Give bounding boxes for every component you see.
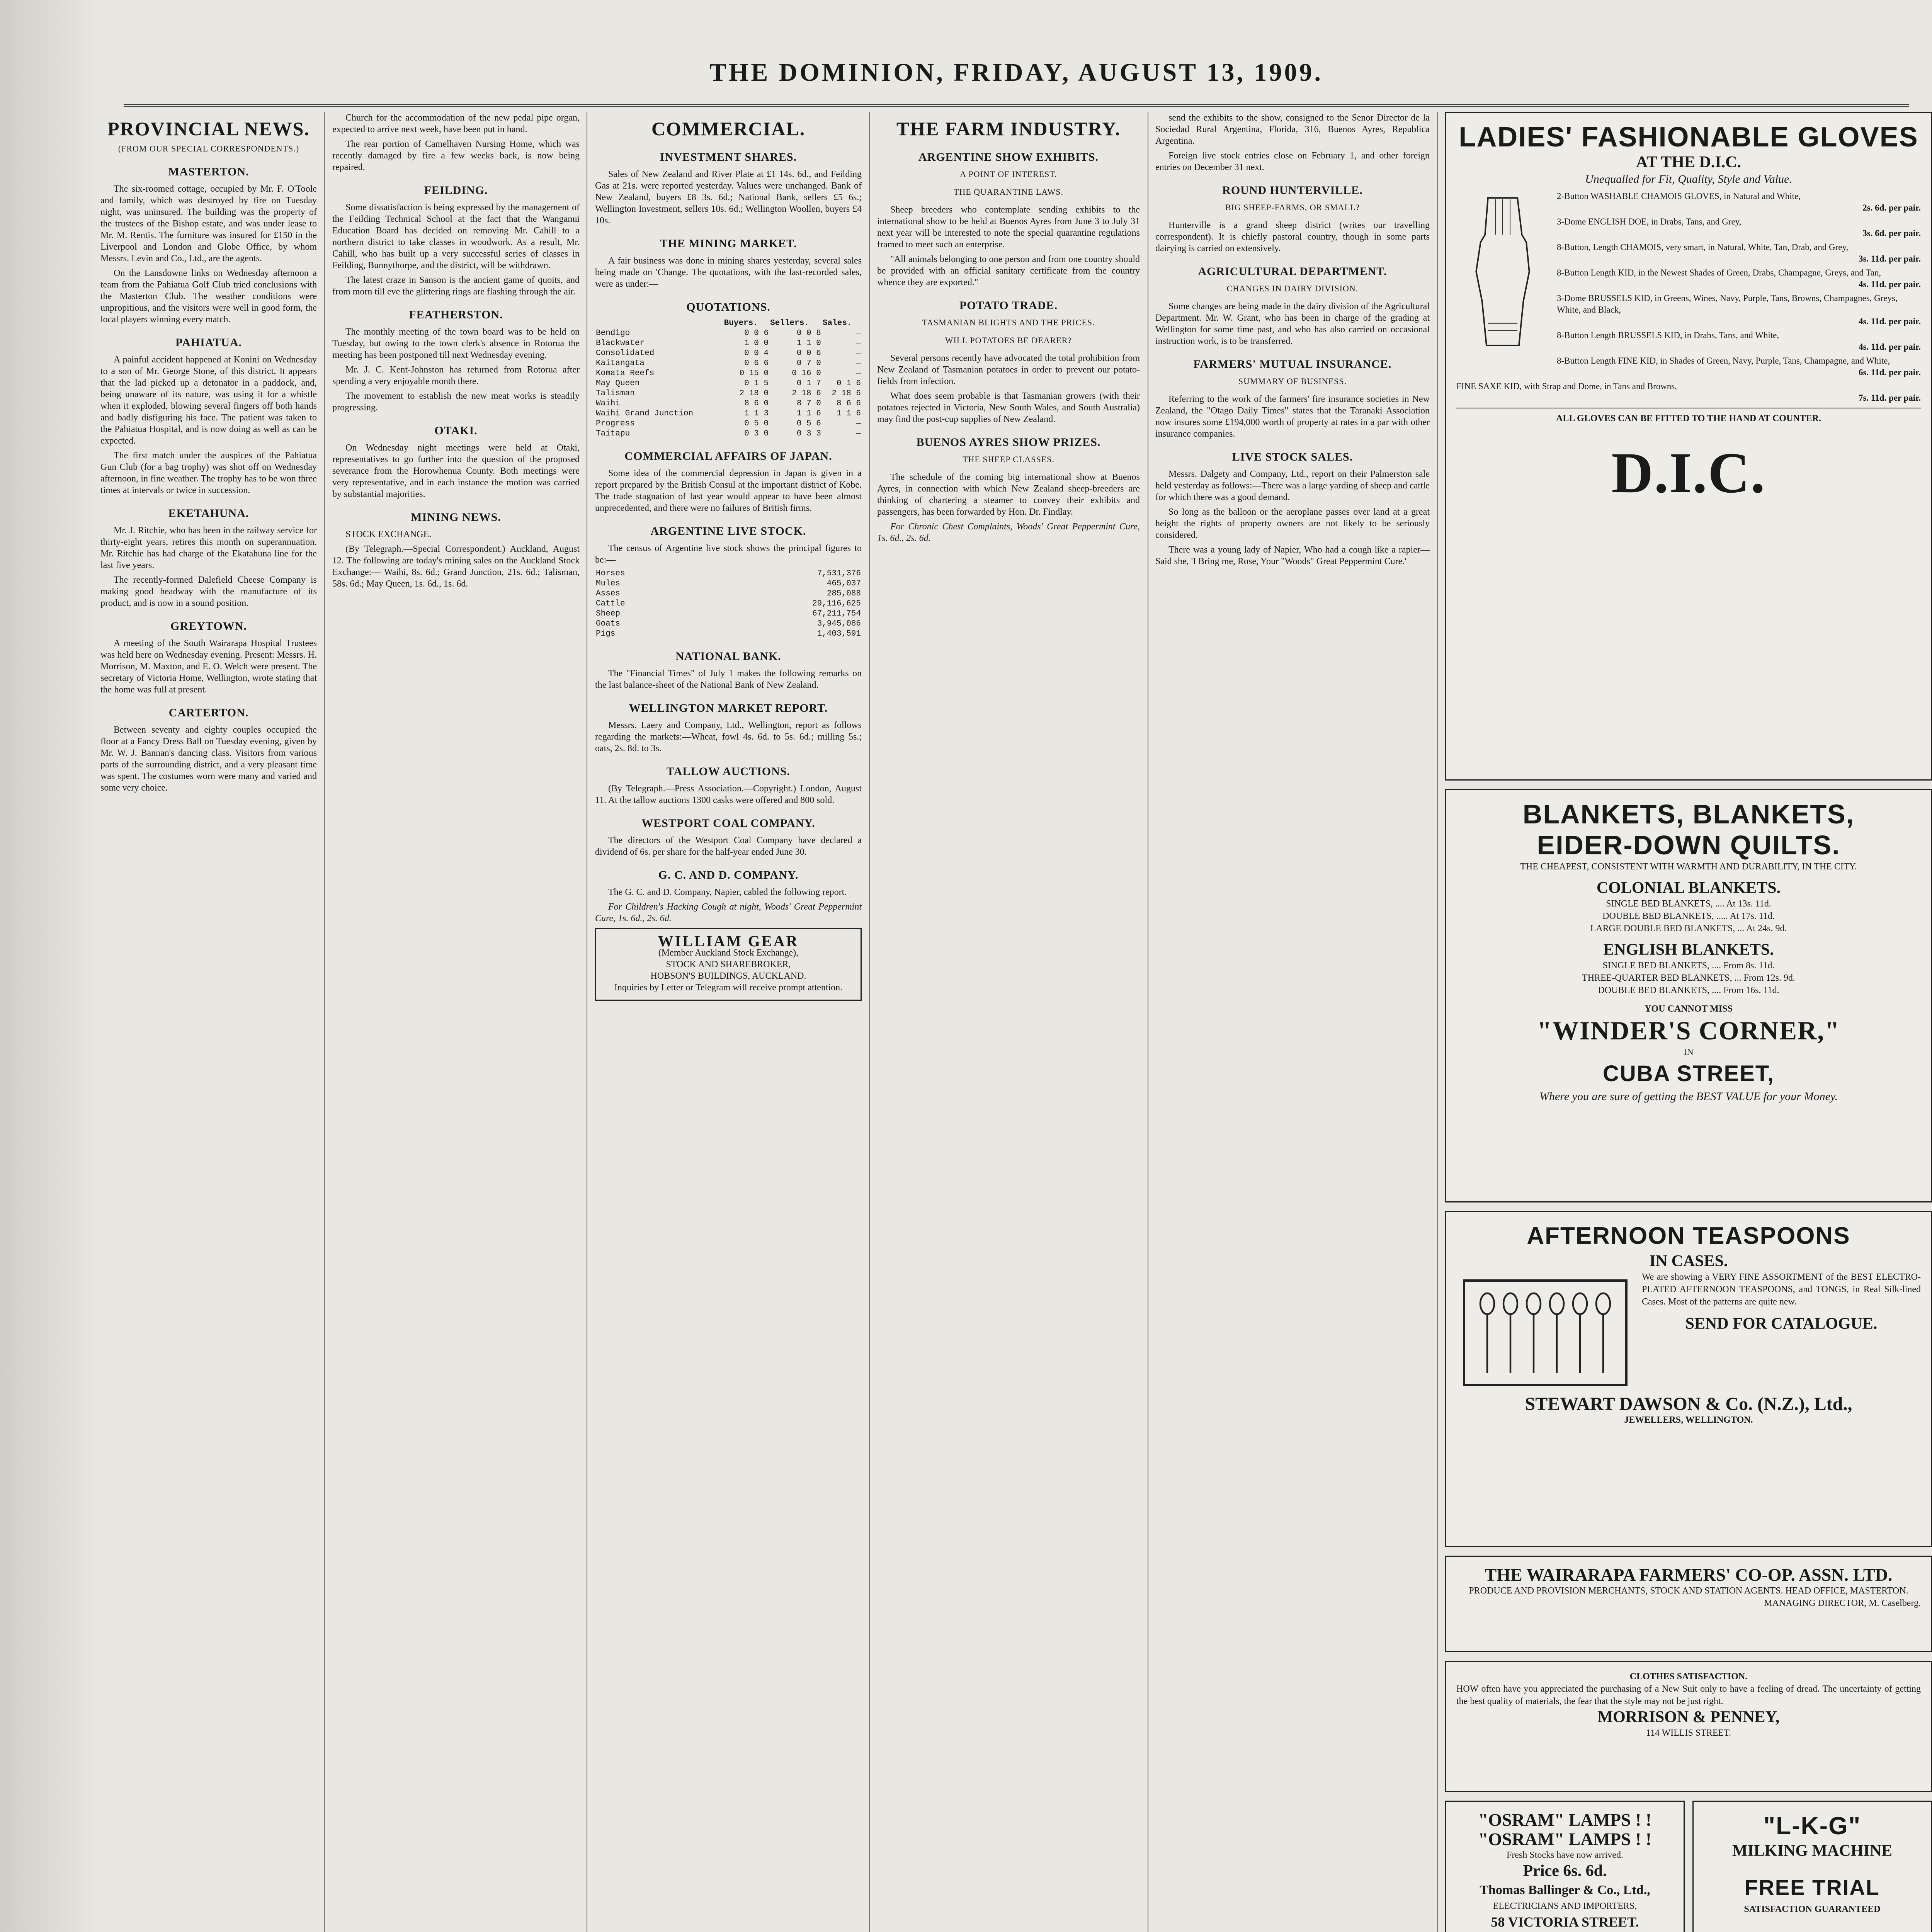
table-header-cell [595,318,723,328]
article-body [877,352,1140,425]
advert-footer: MANAGING DIRECTOR, M. Caselberg. [1764,1598,1921,1608]
article-title: POTATO TRADE. [959,299,1058,312]
article-paragraph: (By Telegraph.—Special Correspondent.) Auckland, August 12. The following are today's mining sales on the Auckland Stock Exchange:— Waihi, 8s. 6d.; Grand Junction, 21s. 6d.; Talisman, 58s. 6d.; May Queen, 1s. 6d., 1s. 6d. [332,544,580,589]
table-header-cell: Sellers. [770,319,809,328]
column-rule [1437,112,1438,1932]
table-cell: — [856,339,861,348]
table-row [595,359,862,369]
table-cell: Komata Reefs [596,369,655,378]
blanket-item: SINGLE BED BLANKETS, .... At 13s. 11d. [1606,899,1771,909]
advert-subheadline: COLONIAL BLANKETS. [1596,879,1781,897]
column-farm-continued [1155,112,1430,1932]
glove-illustration-icon [1456,190,1549,353]
glove-description: 2-Button WASHABLE CHAMOIS GLOVES, in Natural and White, [1557,191,1801,201]
colonial-blanket-list [1456,898,1921,935]
advert-address: CUBA STREET, [1603,1061,1774,1086]
dic-gloves-advert [1445,112,1932,781]
column-rule [869,112,870,1932]
advert-headline: AFTERNOON TEASPOONS [1527,1223,1850,1249]
advert-body: HOW often have you appreciated the purchasing of a New Suit only to have a feeling of dread. The uncertainty of getting the best quality of materials, the fear that the style may not be just right. [1456,1684,1921,1706]
blanket-item: SINGLE BED BLANKETS, .... From 8s. 11d. [1602,961,1775,971]
table-cell: 29,116,625 [812,599,861,608]
column-provincial-news [100,112,317,1932]
table-cell: — [856,329,861,338]
wairarapa-farmers-advert [1445,1556,1932,1652]
advert-name: WILLIAM GEAR [658,932,799,950]
article-paragraph: send the exhibits to the show, consigned to the Senor Director de la Sociedad Rural Argentina, Florida, 316, Buenos Ayres, Republica Argentina. [1155,113,1430,146]
advert-headline: THE WAIRARAPA FARMERS' CO-OP. ASSN. LTD. [1485,1565,1893,1585]
table-cell: Blackwater [596,339,645,348]
article-paragraph: Referring to the work of the farmers' fire insurance societies in New Zealand, the "Otago Daily Times" states that the Taranaki Association now insures some £194,000 worth of property at rates in a par with other insurance companies. [1155,394,1430,439]
article-title: FEATHERSTON. [409,308,503,321]
glove-price: 7s. 11d. per pair. [1858,393,1921,403]
article-paragraph: (By Telegraph.—Press Association.—Copyright.) London, August 11. At the tallow auctions 1300 casks were offered and 800 sold. [595,784,862,805]
advert-body: PRODUCE AND PROVISION MERCHANTS, STOCK AND STATION AGENTS. HEAD OFFICE, MASTERTON. [1469,1586,1908,1596]
table-cell: — [856,419,861,428]
article-paragraph: Sales of New Zealand and River Plate at £1 14s. 6d., and Feilding Gas at 21s. were reported yesterday. Values were unchanged. Bank of New Zealand, buyers £8 3s. 6d.; National Bank, sellers £5 6s.; Wellington Investment, sellers 10s. 6d.; Wellington Woollen, buyers £4 10s. [595,169,862,226]
glove-description: 8-Button Length FINE KID, in Shades of Green, Navy, Purple, Tans, Champagne, and White, [1557,356,1890,366]
advert-headline: LADIES' FASHIONABLE GLOVES [1459,122,1918,153]
advert-headline: "OSRAM" LAMPS ! ! [1478,1829,1652,1849]
section-heading: PROVINCIAL NEWS. [107,118,310,139]
advert-firm: Thomas Ballinger & Co., Ltd., [1480,1883,1650,1897]
article-paragraph: The schedule of the coming big international show at Buenos Ayres, in connection with which New Zealand sheep-breeders are thinking of chartering a steamer to convey their exhibits and passengers, has been forwarded by Hon. Dr. Findlay. [877,472,1140,517]
section-subheading: (FROM OUR SPECIAL CORRESPONDENTS.) [118,144,299,153]
article-paragraph: A painful accident happened at Konini on Wednesday to a son of Mr. George Stone, of this district. It appears that the lad picked up a detonator in a paddock, and, being unaware of its nature, was using it for a whistle when it exploded, blowing several fingers off both hands and badly disfiguring his face. The patient was taken to the Pahiatua Hospital, and is now doing as well as can be expected. [100,355,317,446]
livestock-table [595,569,862,639]
advert-headline: "L-K-G" [1763,1812,1861,1840]
article-paragraph: Messrs. Dalgety and Company, Ltd., report on their Palmerston sale held yesterday as follows:—There was a large yarding of sheep and cattle for which there was a good demand. [1155,469,1430,502]
table-cell: 8 6 6 [836,399,861,408]
small-advert: For Children's Hacking Cough at night, Woods' Great Peppermint Cure, 1s. 6d., 2s. 6d. [595,902,862,923]
table-cell: Taitapu [596,429,630,438]
table-cell: 285,088 [827,589,861,598]
table-cell: 1,403,591 [817,629,861,638]
table-cell: 1 1 3 [744,409,769,418]
table-cell: 2 18 6 [832,389,861,398]
article-body [877,471,1140,518]
article-subtitle: THE SHEEP CLASSES. [963,454,1054,464]
article-paragraph: A fair business was done in mining shares yesterday, several sales being made on 'Change. The quotations, with the last-recorded sales, were as under:— [595,256,862,289]
advertisement-column [1445,112,1932,1932]
teaspoon-case-icon [1456,1275,1634,1391]
table-cell: Asses [596,589,621,598]
lkg-milking-machine-advert [1692,1801,1932,1932]
advert-tagline: Unequalled for Fit, Quality, Style and Value. [1585,173,1792,185]
table-cell: Waihi [596,399,621,408]
table-cell: 2 18 6 [792,389,821,398]
advert-body: We are showing a VERY FINE ASSORTMENT of the BEST ELECTRO-PLATED AFTERNOON TEASPOONS, and TONGS, in Real Silk-lined Cases. Most of the patterns are quite new. [1642,1272,1921,1307]
article-title: FEILDING. [424,184,488,197]
article-subtitle: A POINT OF INTEREST. [960,169,1057,179]
article-paragraph: "All animals belonging to one person and from one country should be provided with an official sanitary certificate from the country whence they are exported." [877,254,1140,287]
advert-lines [605,947,852,993]
article-title: CARTERTON. [168,706,249,719]
article-paragraph: The rear portion of Camelhaven Nursing Home, which was recently damaged by fire a few weeks back, is now being repaired. [332,139,580,172]
article-body [1155,468,1430,503]
article-paragraph: The latest craze in Sanson is the ancient game of quoits, and from morn till eve the glittering rings are flashing through the air. [332,275,580,297]
table-cell: 0 0 4 [744,349,769,358]
article-title: OTAKI. [434,424,478,437]
glove-item [1456,381,1921,404]
advert-line: Inquiries by Letter or Telegram will receive prompt attention. [614,983,843,993]
table-header-cell: Buyers. [724,319,758,328]
table-cell: Sheep [596,609,621,618]
table-cell: 0 15 0 [739,369,769,378]
table-cell: 0 1 5 [744,379,769,388]
article-title: WELLINGTON MARKET REPORT. [629,702,828,714]
article-paragraph: The six-roomed cottage, occupied by Mr. F. O'Toole and family, which was destroyed by fire on Tuesday night, was uninsured. The building was the property of the trustees of the Bishop estate, and was under lease to Mr. M. Rentis. The furniture was insured for £150 in the Liverpool and London and Globe Office, by whom Messrs. Levin and Co., Ltd., are the agents. [100,184,317,264]
article-paragraph: The directors of the Westport Coal Company have declared a dividend of 6s. per share for the half-year ended June 30. [595,835,862,857]
advert-body: SATISFACTION GUARANTEED [1744,1904,1881,1914]
article-title: ARGENTINE SHOW EXHIBITS. [918,151,1099,163]
table-cell: 465,037 [827,579,861,588]
table-cell: Consolidated [596,349,655,358]
article-body [877,204,1140,288]
small-advert: For Chronic Chest Complaints, Woods' Great Peppermint Cure, 1s. 6d., 2s. 6d. [877,522,1140,543]
morrison-penney-advert [1445,1661,1932,1792]
table-cell: Talisman [596,389,635,398]
article-paragraph: Some idea of the commercial depression in Japan is given in a report prepared by the British Consul at the important district of Kobe. The trade stagnation of last year would appear to have been almost unprecedented, and there were no failures of British firms. [595,468,862,513]
advert-subheadline: MILKING MACHINE [1732,1842,1893,1860]
article-title: MASTERTON. [168,165,249,178]
table-cell: 0 0 8 [796,329,821,338]
article-paragraph: Some dissatisfaction is being expressed by the management of the Feilding Technical School at the fact that the Wanganui Education Board has decided on removing Mr. Cahill to a northern district to take classes in woodwork. As a result, Mr. Cahill, who has built up a very successful series of classes in Feilding, Bunnythorpe, and the district, will be withdrawn. [332,202,580,270]
table-cell: 0 3 3 [796,429,821,438]
glove-description: FINE SAXE KID, with Strap and Dome, in Tans and Browns, [1456,381,1677,391]
article-paragraph: Messrs. Laery and Company, Ltd., Wellington, report as follows regarding the markets:—Wheat, fowl 4s. 6d. to 5s. 6d.; milling 5s.; oats, 2s. 8d. to 3s. [595,720,862,753]
table-row [595,629,862,639]
advert-line: HOBSON'S BUILDINGS, AUCKLAND. [650,971,806,981]
advert-line: (Member Auckland Stock Exchange), [658,948,799,958]
column-farm-industry [877,112,1140,1932]
article-list [100,165,317,794]
table-cell: 3,945,086 [817,619,861,628]
article-paragraph: Mr. J. Ritchie, who has been in the railway service for thirty-eight years, retires this month on superannuation. Mr. Ritchie has had charge of the Ekatahuna line for the last five years. [100,526,317,570]
article-paragraph: Church for the accommodation of the new pedal pipe organ, expected to arrive next week, have been put in hand. [332,113,580,134]
table-cell: 1 1 0 [796,339,821,348]
advert-footer: Where you are sure of getting the BEST VALUE for your Money. [1539,1090,1838,1103]
article-subtitle: THE QUARANTINE LAWS. [953,187,1064,197]
article-paragraph: Some changes are being made in the dairy division of the Agricultural Department. Mr. W. Grant, who has been in charge of the grading at Wellington for some time past, and who has also carried on occasional instruction work, is to be transferred. [1155,301,1430,346]
advert-subheadline: ENGLISH BLANKETS. [1603,941,1774,959]
article-paragraph: Foreign live stock entries close on February 1, and other foreign entries on December 31 next. [1155,151,1430,172]
table-cell: — [856,349,861,358]
article-paragraph: On the Lansdowne links on Wednesday afternoon a team from the Pahiatua Golf Club tried conclusions with the Masterton Club. The weather conditions were unpropitious, and the visitors were well in good form, the local players winning every match. [100,268,317,325]
table-cell: Mules [596,579,621,588]
article-title: MINING NEWS. [411,511,501,524]
article-paragraph: A meeting of the South Wairarapa Hospital Trustees was held here on Wednesday evening. Present: Messrs. H. Morrison, M. Maxton, and E. O. Welch were present. The secretary of Victoria Home, Wellington, wrote stating that the home was full at present. [100,638,317,695]
table-row [595,369,862,379]
advert-body: Fresh Stocks have now arrived. [1507,1850,1623,1860]
article-paragraph: The census of Argentine live stock shows the principal figures to be:— [595,543,862,565]
table-row [595,579,862,589]
table-cell: 8 7 0 [796,399,821,408]
article-subtitle: WILL POTATOES BE DEARER? [945,335,1072,345]
glove-price: 3s. 11d. per pair. [1858,254,1921,264]
table-cell: 8 6 0 [744,399,769,408]
column-rule [324,112,325,1932]
glove-price: 4s. 11d. per pair. [1858,316,1921,326]
advert-headline: CLOTHES SATISFACTION. [1629,1672,1748,1682]
table-cell: 0 1 7 [796,379,821,388]
glove-price: 3s. 6d. per pair. [1862,228,1921,238]
article-subtitle: SUMMARY OF BUSINESS. [1238,376,1347,386]
table-cell: 0 5 6 [796,419,821,428]
article-paragraph: Sheep breeders who contemplate sending exhibits to the international show to be held at Buenos Ayres from June 3 to July 31 next year will be interested to note the special quarantine regulations framed to meet such an enterprise. [877,205,1140,250]
table-row [595,349,862,359]
table-cell: 0 3 0 [744,429,769,438]
blanket-item: THREE-QUARTER BED BLANKETS, ... From 12s. 9d. [1582,973,1795,983]
table-row [595,599,862,609]
table-row [595,338,862,349]
quotations-table [595,318,862,439]
glove-item [1456,355,1921,378]
article-title: THE MINING MARKET. [660,237,797,250]
advert-line: STOCK AND SHAREBROKER, [666,959,791,969]
article-title: ROUND HUNTERVILLE. [1222,184,1363,197]
winders-corner: "WINDER'S CORNER," [1537,1016,1840,1045]
table-row [595,429,862,439]
article-paragraph: Between seventy and eighty couples occupied the floor at a Fancy Dress Ball on Tuesday evening, given by Mr. W. J. Bannan's dancing class. Visitors from various parts of the surrounding district, and a very pleasant time was spent. The costumes worn were many and varied and some very choice. [100,725,317,793]
advert-footer: ALL GLOVES CAN BE FITTED TO THE HAND AT COUNTER. [1456,408,1921,425]
article-title: ARGENTINE LIVE STOCK. [650,525,806,537]
table-cell: Cattle [596,599,625,608]
article-title: QUOTATIONS. [686,301,770,313]
osram-lamps-advert [1445,1801,1685,1932]
advert-headline: EIDER-DOWN QUILTS. [1537,830,1840,860]
table-cell: Horses [596,569,625,578]
section-heading: THE FARM INDUSTRY. [896,118,1121,139]
article-title: AGRICULTURAL DEPARTMENT. [1198,265,1387,278]
table-cell: 0 16 0 [792,369,821,378]
william-gear-advert [595,928,862,1001]
article-body [1155,112,1430,173]
article-title: FARMERS' MUTUAL INSURANCE. [1193,358,1392,371]
blanket-item: LARGE DOUBLE BED BLANKETS, ... At 24s. 9d. [1590,923,1787,934]
article-subtitle: TASMANIAN BLIGHTS AND THE PRICES. [922,318,1095,327]
table-cell: 0 6 6 [744,359,769,368]
article-paragraph: So long as the balloon or the aeroplane passes over land at a great height the rights of property owners are not likely to be seriously considered. [1155,507,1430,540]
glove-description: 8-Button Length KID, in the Newest Shades of Green, Drabs, Champagne, Greys, and Tan, [1557,268,1881,277]
table-cell: Progress [596,419,635,428]
advert-address: 114 WILLIS STREET. [1646,1728,1731,1738]
advert-firm: MORRISON & PENNEY, [1597,1708,1780,1726]
glove-price: 4s. 11d. per pair. [1858,342,1921,352]
glove-price: 6s. 11d. per pair. [1858,367,1921,377]
advert-stack-right [1692,1801,1932,1932]
table-cell: 0 5 0 [744,419,769,428]
article-title: EKETAHUNA. [168,507,249,520]
article-paragraph: STOCK EXCHANGE. [345,529,432,539]
table-header-row [595,318,862,328]
table-cell: 1 1 6 [796,409,821,418]
advert-headline: "OSRAM" LAMPS ! ! [1478,1810,1652,1830]
table-row [595,619,862,629]
table-cell: Pigs [596,629,616,638]
table-row [595,609,862,619]
table-cell: — [856,429,861,438]
advert-headline: BLANKETS, BLANKETS, [1522,799,1855,829]
table-cell: Goats [596,619,621,628]
article-list [332,183,580,590]
column-provincial-continued [332,112,580,1932]
article-title: GREYTOWN. [170,620,247,633]
table-cell: 1 0 0 [744,339,769,348]
stewart-dawson-teaspoons-advert [1445,1211,1932,1547]
winders-blankets-advert [1445,789,1932,1202]
article-body [1155,301,1430,347]
article-title: INVESTMENT SHARES. [660,151,797,163]
article-body [332,112,580,173]
article-title: LIVE STOCK SALES. [1232,451,1353,463]
article-title: BUENOS AYRES SHOW PRIZES. [916,436,1101,449]
table-cell: 67,211,754 [812,609,861,618]
article-title: G. C. AND D. COMPANY. [658,869,799,881]
article-paragraph: The monthly meeting of the town board was to be held on Tuesday, but owing to the town clerk's absence in Rotorua the meeting has been postponed till next Wednesday evening. [332,327,580,360]
article-paragraph: Several persons recently have advocated the total prohibition from New Zealand of Tasmanian potatoes in order to prevent our potato-fields from infection. [877,353,1140,386]
section-heading: COMMERCIAL. [651,118,806,139]
table-row [595,409,862,419]
advert-text: ELECTRICIANS AND IMPORTERS, [1493,1901,1637,1911]
advert-address: JEWELLERS, WELLINGTON. [1624,1415,1753,1425]
glove-price: 4s. 11d. per pair. [1858,279,1921,289]
article-body [1155,393,1430,440]
table-cell: — [856,359,861,368]
page-fold-shadow [0,0,100,1932]
article-title: WESTPORT COAL COMPANY. [641,817,815,830]
table-cell: 0 7 0 [796,359,821,368]
column-commercial [595,112,862,1932]
table-row [595,379,862,389]
advert-stack-left [1445,1801,1685,1932]
article-title: COMMERCIAL AFFAIRS OF JAPAN. [624,450,832,463]
table-cell: 7,531,376 [817,569,861,578]
table-row [595,328,862,338]
article-paragraph: The recently-formed Dalefield Cheese Company is making good headway with the manufacture of its product, and is now in a sound position. [100,575,317,608]
table-row [595,589,862,599]
article-paragraph: The movement to establish the new meat works is steadily progressing. [332,391,580,413]
article-body [1155,506,1430,567]
table-header-cell: Sales. [822,319,852,328]
article-paragraph: The "Financial Times" of July 1 makes the following remarks on the last balance-sheet of the National Bank of New Zealand. [595,668,862,690]
table-cell: Kaitangata [596,359,645,368]
masthead [124,58,1909,107]
article-title: PAHIATUA. [175,336,242,349]
table-row [595,389,862,399]
table-cell: 0 0 6 [796,349,821,358]
advert-tagline: THE CHEAPEST, CONSISTENT WITH WARMTH AND DURABILITY, IN THE CITY. [1520,862,1857,872]
article-body [1155,219,1430,254]
article-paragraph: Hunterville is a grand sheep district (writes our travelling correspondent). It is chiefly pastoral country, though in some parts dairying is carried on extensively. [1155,220,1430,253]
table-row [595,399,862,409]
table-cell: — [856,369,861,378]
advert-price: Price 6s. 6d. [1523,1862,1607,1880]
article-subtitle: BIG SHEEP-FARMS, OR SMALL? [1225,202,1360,212]
blanket-item: DOUBLE BED BLANKETS, ..... At 17s. 11d. [1602,911,1775,921]
article-subtitle: CHANGES IN DAIRY DIVISION. [1226,284,1359,293]
table-cell: 1 1 6 [836,409,861,418]
advert-address: 58 VICTORIA STREET. [1491,1914,1639,1930]
glove-description: 3-Dome BRUSSELS KID, in Greens, Wines, Navy, Purple, Tans, Browns, Champagnes, Greys, White, and Black, [1557,293,1898,315]
article-paragraph: What does seem probable is that Tasmanian growers (with their potatoes rejected in Victoria, New South Wales, and South Australia) may find the post-cup supplies of New Zealand. [877,391,1140,424]
article-paragraph: Mr. J. C. Kent-Johnston has returned from Rotorua after spending a very enjoyable month there. [332,365,580,386]
article-paragraph: On Wednesday night meetings were held at Otaki, representatives to go further into the question of the proposed severance from the Horowhenua County. Both meetings were very representative, and in each instance the motion was carried by substantial majorities. [332,443,580,499]
article-paragraph: There was a young lady of Napier, Who had a cough like a rapier— Said she, 'I Bring me, Rose, Your "Woods" Great Peppermint Cure.' [1155,545,1430,566]
table-cell: Waihi Grand Junction [596,409,694,418]
advert-text: IN [1684,1047,1694,1057]
table-row [595,419,862,429]
advert-highlight: FREE TRIAL [1745,1875,1880,1900]
table-cell: 0 0 6 [744,329,769,338]
article-paragraph: The G. C. and D. Company, Napier, cabled the following report. [608,887,847,897]
table-cell: 0 1 6 [836,379,861,388]
article-title: NATIONAL BANK. [675,650,781,663]
article-paragraph: The first match under the auspices of the Pahiatua Gun Club (for a bag trophy) was shot off on Wednesday afternoon, in fine weather. The trophy has to be won three times at intervals or twice in succession. [100,451,317,495]
table-row [595,569,862,579]
masthead-title: THE DOMINION, FRIDAY, AUGUST 13, 1909. [709,58,1323,87]
advert-firm: STEWART DAWSON & Co. (N.Z.), Ltd., [1525,1394,1852,1414]
advert-row [1445,1801,1932,1932]
glove-description: 3-Dome ENGLISH DOE, in Drabs, Tans, and Grey, [1557,217,1742,226]
dic-logo: D.I.C. [1611,441,1766,505]
table-cell: 2 18 0 [739,389,769,398]
table-cell: May Queen [596,379,640,388]
advert-text: SEND FOR CATALOGUE. [1685,1315,1878,1333]
blanket-item: DOUBLE BED BLANKETS, .... From 16s. 11d. [1598,985,1779,995]
advert-subheadline: IN CASES. [1649,1252,1728,1270]
advert-subheadline: AT THE D.I.C. [1636,153,1741,171]
advert-text: YOU CANNOT MISS [1645,1004,1733,1014]
article-title: TALLOW AUCTIONS. [667,765,790,778]
english-blanket-list [1456,959,1921,997]
glove-description: 8-Button, Length CHAMOIS, very smart, in Natural, White, Tan, Drab, and Grey, [1557,242,1849,252]
table-cell: Bendigo [596,329,630,338]
glove-description: 8-Button Length BRUSSELS KID, in Drabs, Tans, and White, [1557,330,1779,340]
glove-price: 2s. 6d. per pair. [1862,203,1921,213]
